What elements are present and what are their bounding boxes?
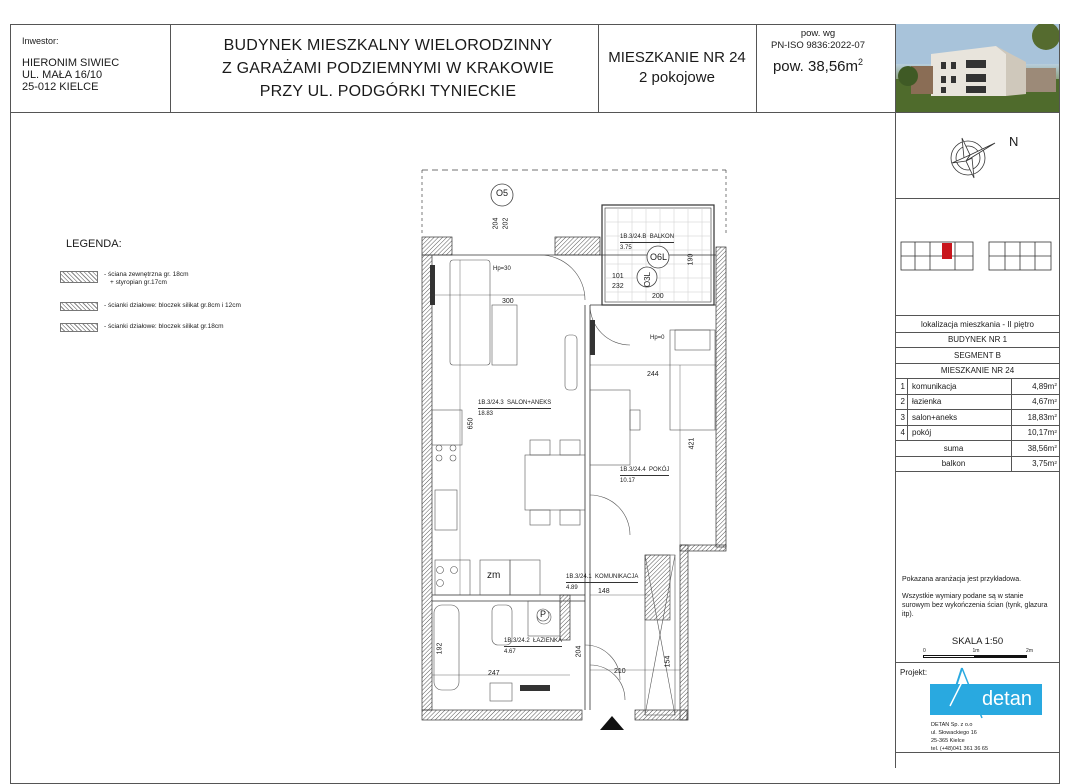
dim: 210 [614, 668, 626, 675]
location-title: lokalizacja mieszkania - II piętro [921, 319, 1034, 329]
project-label: Projekt: [900, 668, 928, 677]
sum-value: 38,56m 2 [1011, 441, 1059, 456]
room-code: 1B.3/24.4 [620, 467, 646, 473]
logo-compass-icon [945, 666, 985, 720]
room-name: łazienka [912, 397, 942, 407]
room-name: komunikacja [912, 381, 957, 391]
table-row [896, 379, 1059, 395]
title-line: PRZY UL. PODGÓRKI TYNIECKIE [259, 83, 517, 100]
dim: 204 [492, 217, 500, 230]
scale-bar-white [923, 655, 975, 658]
area-table [896, 317, 1059, 472]
room-name: pokój [912, 428, 932, 438]
apartment-box [598, 48, 756, 88]
room-area: 4,67m 2 [1011, 395, 1059, 410]
notes [902, 575, 1052, 619]
segment: SEGMENT B [954, 350, 1001, 360]
area-value: 18,83m [1027, 412, 1055, 422]
balcony-label: balkon [941, 459, 966, 469]
area-norm: pow. wg [800, 28, 836, 39]
divider [896, 315, 1059, 316]
legend-swatch-partition-thin [60, 302, 98, 311]
room-area: 10,17m 2 [1011, 426, 1059, 441]
area-value: 4,89m [1032, 381, 1055, 391]
room-label-lazienka [504, 638, 562, 655]
dim: 101 [612, 273, 624, 280]
dim: 202 [502, 217, 510, 230]
sum-row [896, 441, 1059, 457]
investor-city: 25-012 KIELCE [22, 81, 99, 93]
legend-text: - ścianki działowe: bloczek silikat gr.18cm [104, 323, 224, 330]
project-title [178, 34, 598, 103]
total-area [756, 58, 880, 75]
header-divider [10, 112, 1060, 113]
dim: 650 [467, 417, 475, 430]
dim: 200 [652, 293, 664, 300]
title-line: Z GARAŻAMI PODZIEMNYMI W KRAKOWIE [222, 60, 554, 77]
table-row [896, 426, 1059, 442]
room-area: 10.17 [620, 478, 636, 484]
dim: 190 [687, 253, 695, 266]
note-dimensions: Wszystkie wymiary podane są w stanie surowym bez wykończenia ścian (tynk, glazura itp). [902, 593, 1048, 618]
room-name: POKÓJ [649, 467, 670, 473]
floor-plan [400, 165, 740, 735]
building-photo [896, 24, 1059, 112]
row-number: 1 [896, 379, 908, 394]
area-value: 3,75m [1032, 459, 1055, 469]
legend-item [60, 323, 224, 332]
sum-label: suma [943, 443, 964, 453]
scale-tick: 1m [972, 648, 980, 654]
legend-title: LEGENDA: [66, 238, 122, 250]
area-box [756, 28, 880, 75]
legend-text: - ściana zewnętrzna gr. 18cm [104, 271, 189, 278]
legend-item [60, 271, 189, 287]
room-name: salon+aneks [912, 412, 958, 422]
dim: 148 [598, 588, 610, 595]
divider [896, 662, 1059, 663]
balcony-value: 3,75m 2 [1011, 457, 1059, 472]
axis-o6l: O6L [650, 252, 668, 262]
company-city: 25-365 Kielce [931, 738, 965, 744]
dim: 300 [502, 298, 514, 305]
total-area-value: pow. 38,56m [772, 58, 859, 75]
row-number: 3 [896, 410, 908, 425]
room-name: KOMUNIKACJA [595, 574, 639, 580]
room-area: 18.83 [478, 411, 494, 417]
company-phone: tel. (+48)041 361 36 65 [931, 746, 989, 752]
dim: 247 [488, 670, 500, 677]
north-label: N [1009, 134, 1019, 149]
scale-tick: 0 [923, 648, 926, 654]
dim: 154 [664, 655, 672, 668]
axis-o3l: O3L [643, 271, 653, 288]
room-code: 1B.3/24.B [620, 234, 647, 240]
area-value: 10,17m [1027, 428, 1055, 438]
scale-tick: 2m [1026, 648, 1033, 654]
area-norm-standard: PN-ISO 9836:2022-07 [770, 40, 865, 51]
note-arrangement: Pokazana aranżacja jest przykładowa. [902, 576, 1022, 583]
room-area: 4.89 [566, 585, 578, 591]
divider [896, 198, 1059, 199]
scale-label: SKALA 1:50 [951, 636, 1004, 647]
room-label-salon [478, 400, 551, 417]
table-row [896, 395, 1059, 411]
balcony-row [896, 457, 1059, 473]
room-code: 1B.3/24.2 [504, 638, 530, 644]
company-name: DETAN Sp. z o.o [931, 722, 973, 728]
dim: 232 [612, 283, 624, 290]
height-note: Hp=30 [493, 266, 511, 272]
apartment-highlight [942, 243, 952, 259]
company-address [931, 721, 988, 753]
room-name: SALON+ANEKS [507, 400, 552, 406]
building-number: BUDYNEK NR 1 [947, 335, 1008, 345]
room-area: 3.75 [620, 245, 632, 251]
height-note: Hp=0 [650, 335, 665, 341]
area-value: 4,67m [1032, 397, 1055, 407]
room-area: 18,83m 2 [1011, 410, 1059, 425]
room-code: 1B.3/24.1 [566, 574, 592, 580]
detan-logo: detan [930, 684, 1042, 715]
row-number: 4 [896, 426, 908, 441]
apartment-number: MIESZKANIE NR 24 [940, 366, 1015, 376]
rooms-count: 2 pokojowe [639, 69, 715, 86]
company-street: ul. Słowackiego 16 [931, 730, 977, 736]
dim: 244 [647, 371, 659, 378]
legend-item [60, 302, 241, 311]
unit-sup: 2 [858, 57, 864, 67]
room-code: 1B.3/24.3 [478, 400, 504, 406]
divider [170, 24, 171, 112]
table-row [896, 410, 1059, 426]
legend-text: - ścianki działowe: bloczek silikat gr.8cm i 12cm [104, 302, 241, 309]
room-area: 4.67 [504, 649, 516, 655]
building-location-map [900, 240, 1060, 272]
area-value: 38,56m [1027, 443, 1055, 453]
scale-bar-black [975, 655, 1027, 658]
legend-swatch-exterior-wall [60, 271, 98, 283]
building-image [896, 24, 1059, 112]
room-area: 4,89m 2 [1011, 379, 1059, 394]
room-name: BALKON [649, 234, 675, 240]
dim: 204 [575, 645, 583, 658]
legend-subtext: + styropian gr.17cm [110, 279, 167, 286]
dim: 421 [688, 437, 696, 450]
label-zm: zm [487, 570, 501, 581]
apartment-number: MIESZKANIE NR 24 [608, 49, 746, 66]
dim: 192 [436, 642, 444, 655]
label-p: P [540, 609, 547, 619]
title-line: BUDYNEK MIESZKALNY WIELORODZINNY [223, 37, 553, 54]
investor-address [22, 57, 119, 93]
legend-swatch-partition-thick [60, 323, 98, 332]
room-name: ŁAZIENKA [533, 638, 563, 644]
axis-o5: O5 [496, 188, 509, 198]
row-number: 2 [896, 395, 908, 410]
scale-ticks [923, 648, 1033, 654]
room-label-pokoj [620, 467, 669, 484]
investor-street: UL. MAŁA 16/10 [22, 69, 103, 81]
divider [896, 752, 1059, 753]
investor-label: Inwestor: [22, 36, 59, 46]
investor-name: HIERONIM SIWIEC [22, 57, 120, 69]
room-label-balcony [620, 234, 674, 251]
